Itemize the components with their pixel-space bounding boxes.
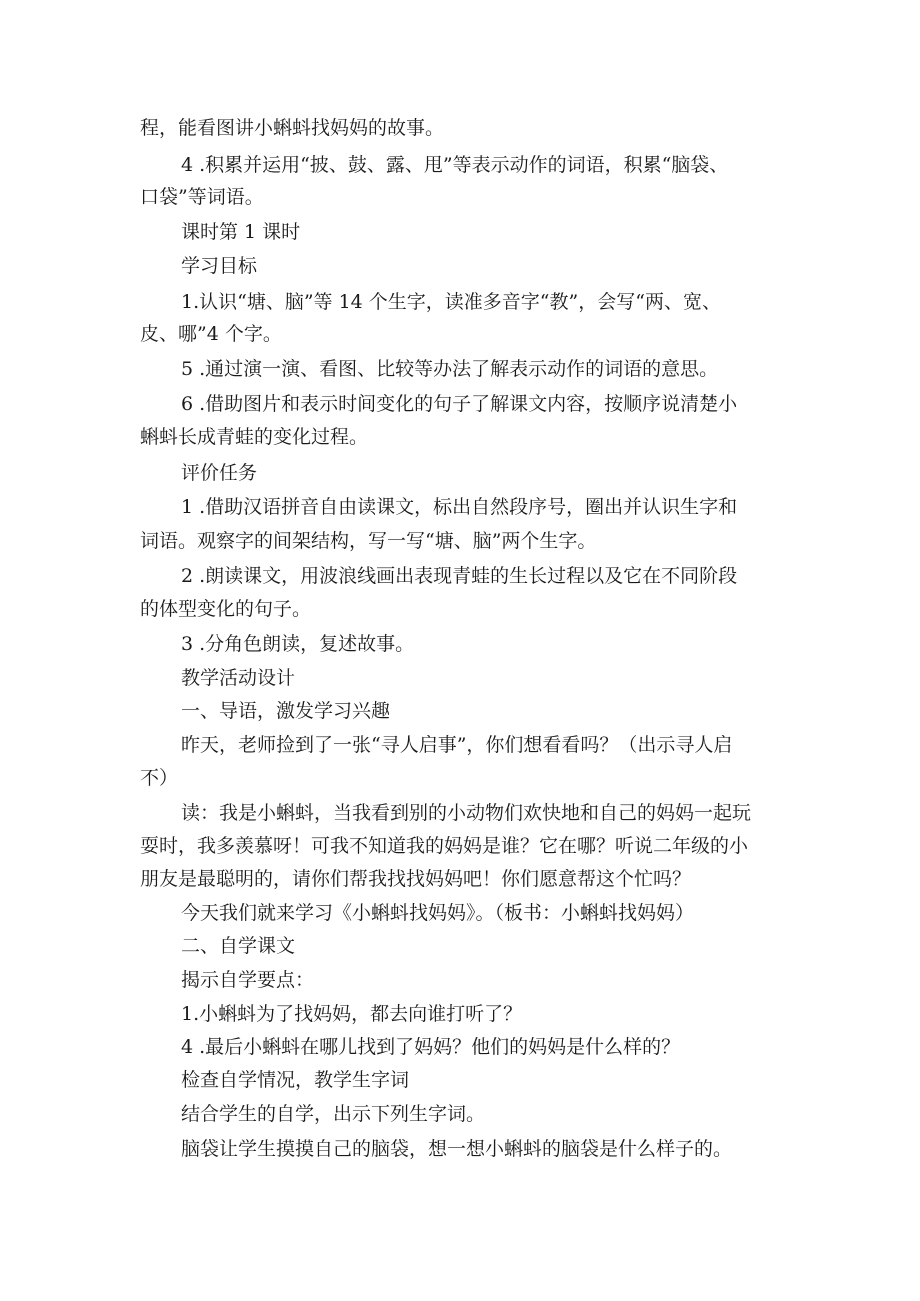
section-heading: 一、导语，激发学习兴趣 [181,700,391,722]
section-heading: 二、自学课文 [181,935,296,957]
text-line: 4 .最后小蝌蚪在哪儿找到了妈妈？他们的妈妈是什么样的？ [181,1036,681,1058]
text-line: 5 .通过演一演、看图、比较等办法了解表示动作的词语的意思。 [181,358,719,380]
text-line: 蝌蚪长成青蛙的变化过程。 [140,426,369,448]
text-line: 3 .分角色朗读，复述故事。 [181,633,415,655]
text-line: 检查自学情况，教学生字词 [181,1069,410,1091]
text-line: 读：我是小蝌蚪，当我看到别的小动物们欢快地和自己的妈妈一起玩 [181,802,752,824]
text-line: 词语。观察字的间架结构，写一写“塘、脑”两个生字。 [140,530,597,552]
text-line: 口袋”等词语。 [140,186,264,208]
text-line: 1 .借助汉语拼音自由读课文，标出自然段序号，圈出并认识生字和 [181,496,738,518]
text-line: 程，能看图讲小蝌蚪找妈妈的故事。 [140,117,445,139]
text-line: 的体型变化的句子。 [140,598,312,620]
text-line: 揭示自学要点： [181,969,315,991]
text-line: 1.认识“塘、脑”等 14 个生字，读准多音字“教”，会写“两、宽、 [181,291,721,313]
text-line: 脑袋让学生摸摸自己的脑袋，想一想小蝌蚪的脑袋是什么样子的。 [181,1138,733,1160]
text-line: 6 .借助图片和表示时间变化的句子了解课文内容，按顺序说清楚小 [181,393,738,415]
text-line: 耍时，我多羡慕呀！可我不知道我的妈妈是谁？它在哪？听说二年级的小 [140,835,749,857]
text-line: 结合学生的自学，出示下列生字词。 [181,1103,486,1125]
text-line: 今天我们就来学习《小蝌蚪找妈妈》。（板书：小蝌蚪找妈妈） [181,902,695,924]
section-heading: 课时第 1 课时 [181,221,301,243]
section-heading: 教学活动设计 [181,667,296,689]
text-line: 昨天，老师捡到了一张“寻人启事”，你们想看看吗？（出示寻人启 [181,734,733,756]
text-line: 皮、哪”4 个字。 [140,323,282,345]
section-heading: 评价任务 [181,462,258,484]
text-line: 4 .积累并运用“披、鼓、露、甩”等表示动作的词语，积累“脑袋、 [181,154,729,176]
text-line: 朋友是最聪明的，请你们帮我找找妈妈吧！你们愿意帮这个忙吗？ [140,868,692,890]
section-heading: 学习目标 [181,255,258,277]
text-line: 不） [140,767,179,789]
text-line: 1.小蝌蚪为了找妈妈，都去向谁打听了？ [181,1003,523,1025]
text-line: 2 .朗读课文，用波浪线画出表现青蛙的生长过程以及它在不同阶段 [181,565,738,587]
